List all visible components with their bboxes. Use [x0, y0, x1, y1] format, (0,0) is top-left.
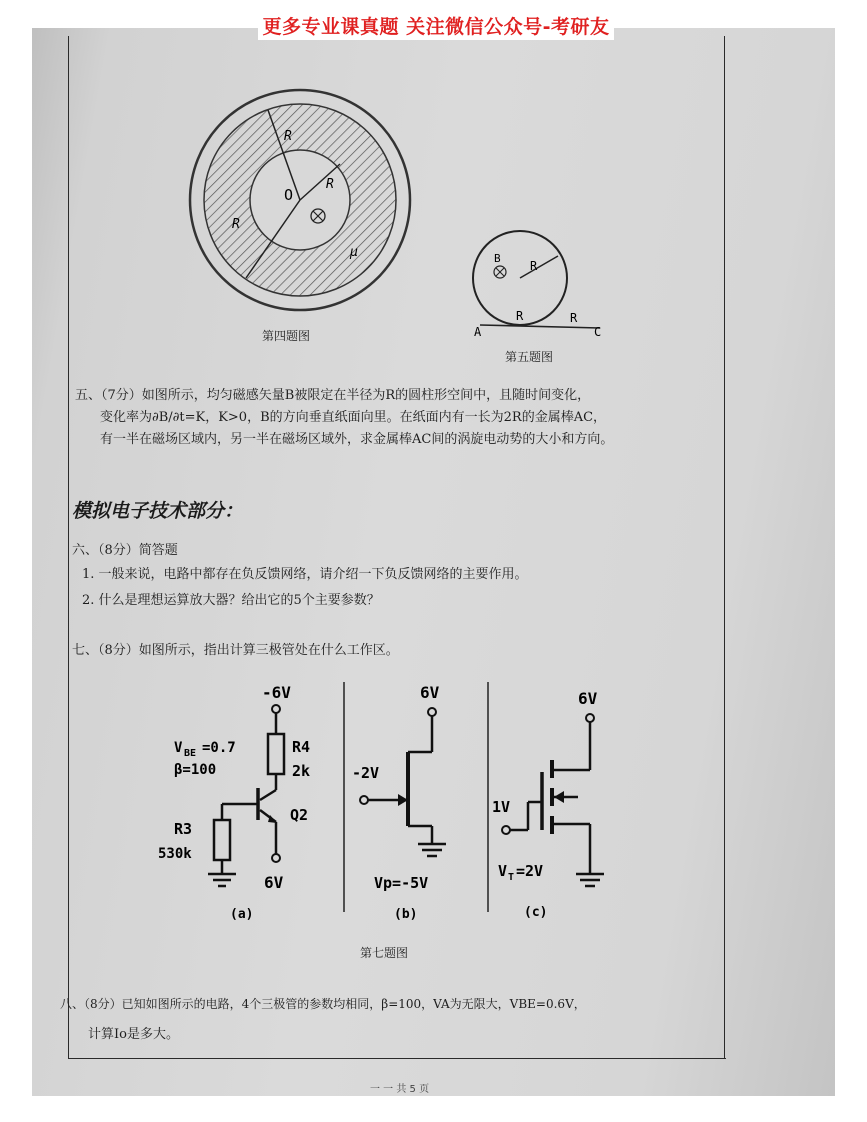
c-vt-sub: T: [508, 872, 515, 883]
c-supply: 6V: [578, 689, 598, 708]
q5-line-3: 有一半在磁场区域内，另一半在磁场区域外，求金属棒AC间的涡旋电动势的大小和方向。: [100, 432, 614, 447]
q5-line-2: 变化率为∂B/∂t=K，K>0，B的方向垂直纸面向里。在纸面内有一长为2R的金属棒AC，: [100, 410, 607, 425]
fig4-label-mu: μ: [350, 245, 358, 260]
fig4-label-r-inner: R: [232, 217, 240, 232]
b-label: (b): [394, 907, 418, 922]
a-emitter: 6V: [264, 873, 284, 892]
fig5-label-r-right: R: [570, 311, 578, 325]
fig4-label-r-mid: R: [326, 177, 334, 192]
fig4-label-center: O: [284, 186, 294, 204]
figure-5: [470, 228, 610, 338]
circuit-c: [492, 689, 604, 920]
c-vt-val: =2V: [516, 862, 544, 880]
fig4-label-r-outer: R: [284, 129, 292, 144]
section-title: 模拟电子技术部分：: [72, 500, 244, 522]
fig5-label-r-left: R: [516, 309, 524, 323]
fig7-caption: 第七题图: [360, 946, 409, 960]
q6-item-2: 2. 什么是理想运算放大器？给出它的5个主要参数？: [82, 593, 380, 608]
fig5-label-r-radius: R: [530, 259, 538, 273]
figure-4: [180, 88, 420, 328]
q6-item-1: 1. 一般来说，电路中都存在负反馈网络，请介绍一下负反馈网络的主要作用。: [82, 567, 528, 582]
a-beta: β=100: [174, 762, 217, 778]
q8-line-2: 计算Io是多大。: [88, 1027, 179, 1042]
fig4-caption: 第四题图: [262, 329, 311, 343]
fig5-label-b: B: [494, 252, 501, 265]
q5-line-1: 五、（7分）如图所示，均匀磁感矢量B被限定在半径为R的圆柱形空间中，且随时间变化，: [75, 388, 591, 403]
c-label: (c): [524, 905, 548, 920]
c-vt: V: [498, 862, 508, 880]
a-r3-val: 530k: [158, 846, 192, 862]
a-vbe-sub: BE: [184, 748, 197, 759]
q7-head: 七、（8分）如图所示，指出计算三极管处在什么工作区。: [72, 643, 399, 658]
a-r4: R4: [292, 738, 311, 756]
a-vbe-val: =0.7: [202, 740, 236, 756]
fig5-label-c: C: [594, 325, 602, 338]
fig5-caption: 第五题图: [505, 350, 554, 364]
promo-banner: 更多专业课真题 关注微信公众号-考研友: [258, 14, 614, 40]
page-footer: 一 一 共 5 页: [370, 1084, 430, 1095]
a-r4-val: 2k: [292, 762, 311, 780]
b-gate: -2V: [352, 764, 380, 782]
a-label: (a): [230, 907, 254, 922]
circuit-b: [352, 683, 446, 922]
c-gate: 1V: [492, 798, 511, 816]
a-r3: R3: [174, 820, 193, 838]
a-q2: Q2: [290, 806, 309, 824]
q8-line-1: 八、（8分）已知如图所示的电路，4个三极管的参数均相同，β=100，VA为无限大，VBE=0.6V，: [60, 997, 586, 1011]
circuit-a: [158, 683, 310, 922]
exam-border-bottom: [68, 1058, 726, 1059]
b-supply: 6V: [420, 683, 440, 702]
q6-head: 六、（8分）简答题: [72, 543, 178, 558]
a-supply: -6V: [262, 683, 291, 702]
figure-7: [150, 672, 620, 932]
fig5-label-a: A: [474, 325, 482, 338]
b-vp: Vp=-5V: [374, 874, 429, 892]
a-vbe: V: [174, 740, 183, 756]
